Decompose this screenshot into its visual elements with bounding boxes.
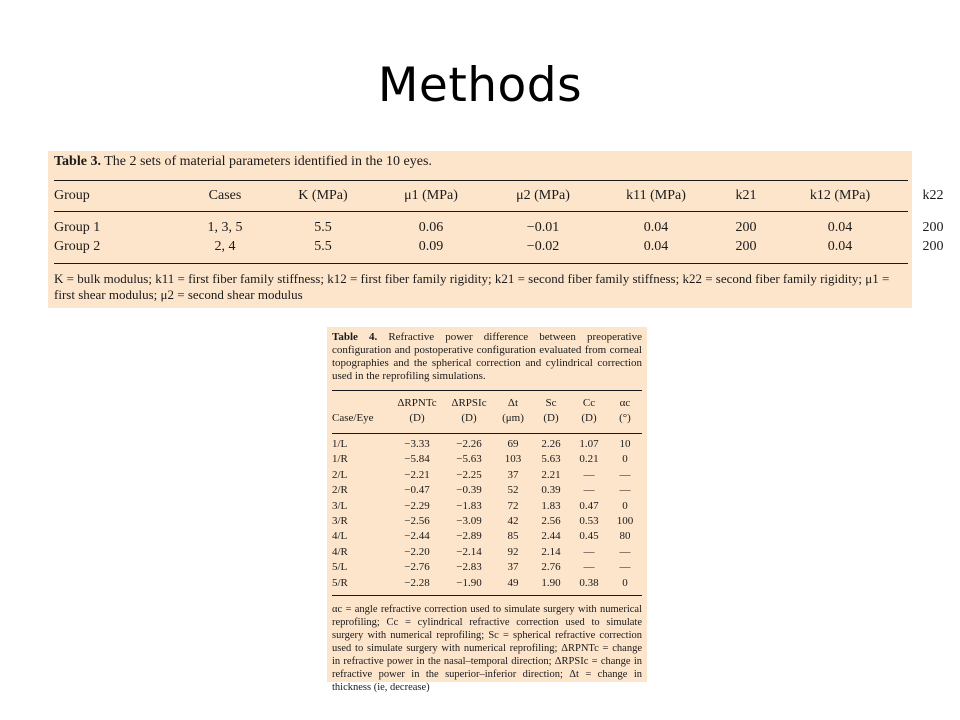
table-4-cell: 1/R <box>332 453 348 466</box>
table-4-cell: 0.45 <box>579 530 599 543</box>
table-4-cell: 52 <box>507 484 519 497</box>
table-3-cell: −0.02 <box>526 239 560 254</box>
table-3-caption <box>54 154 432 170</box>
table-4-cell: 37 <box>507 468 519 481</box>
table-4-cell: 42 <box>507 515 519 527</box>
table-3-cell: 0.04 <box>827 239 853 254</box>
table-4-cell: 0.21 <box>579 453 599 466</box>
table-4-cell: 69 <box>507 438 519 450</box>
table-3-header-cell: μ1 (MPa) <box>404 188 458 203</box>
table-3-cell: 2, 4 <box>214 239 236 254</box>
table-4-cell: 2/R <box>332 484 348 497</box>
table-3-header-cell: k22 <box>922 188 944 203</box>
table-4-cell: 1/L <box>332 438 348 450</box>
table-4-header-cell: ΔRPSIc <box>451 397 487 409</box>
table-3-label: Table 3. <box>54 154 101 169</box>
table-4-header-cell: αc <box>619 397 631 409</box>
table-4-cell: 10 <box>619 438 631 450</box>
table-4-cell: 80 <box>619 530 631 543</box>
table-4-cell: −2.76 <box>404 561 430 574</box>
table-4-cell: 4/R <box>332 545 348 558</box>
table-3-cell: 0.04 <box>827 220 853 235</box>
table-4-header-cell: ΔRPNTc <box>397 397 437 409</box>
table-4-cell: −0.39 <box>456 484 482 497</box>
table-4-header-rule <box>332 433 642 434</box>
table-3-cell: 0.06 <box>418 220 444 235</box>
table-4-cell: 3/R <box>332 515 348 527</box>
table-4-cell: −2.89 <box>456 530 482 543</box>
table-4-header-unit: (°) <box>619 412 631 424</box>
table-4-cell: — <box>583 545 595 558</box>
table-4-bottom-rule <box>332 595 642 596</box>
table-4-panel <box>327 327 647 693</box>
table-4-cell: 3/L <box>332 499 348 512</box>
table-4-cell: 5.63 <box>541 453 561 466</box>
table-4-cell: 1.90 <box>541 576 561 589</box>
table-4-cell: — <box>583 468 595 481</box>
table-4-cell: 5/R <box>332 576 348 589</box>
table-3-bottom-rule <box>54 263 908 264</box>
table-4-cell: — <box>619 484 631 497</box>
table-4-cell: 2.14 <box>541 545 561 558</box>
table-4-cell: −2.44 <box>404 530 430 543</box>
table-4-cell: −2.21 <box>404 468 430 481</box>
table-4-cell: 1.83 <box>541 499 561 512</box>
table-3-header-cell: μ2 (MPa) <box>516 188 570 203</box>
table-3-caption-text: The 2 sets of material parameters identified in the 10 eyes. <box>104 154 432 169</box>
table-4-label: Table 4. <box>332 331 378 343</box>
table-3-header-cell: k12 (MPa) <box>809 188 871 203</box>
table-3-header-cell: Cases <box>208 188 242 203</box>
table-4-cell: −2.83 <box>456 561 482 574</box>
table-4-header-unit: (D) <box>409 412 425 424</box>
table-3-cell: 200 <box>922 239 944 254</box>
table-3-header-rule <box>54 211 908 212</box>
table-4-caption-text: Refractive power difference between preoperative configuration and postoperative configuration evaluated from corneal topographies and the spherical correction and cylindrical correction used in the reprofiling simulations. <box>332 331 642 382</box>
table-4-cell: — <box>619 561 631 574</box>
table-3-top-rule <box>54 180 908 181</box>
table-4-cell: 92 <box>507 545 519 558</box>
slide-title: Methods <box>377 58 583 113</box>
table-4-cell: 2.21 <box>541 468 561 481</box>
table-4-cell: 2/L <box>332 468 348 481</box>
table-3-header-cell: k21 <box>735 188 757 203</box>
table-3-cell: 0.04 <box>643 220 669 235</box>
table-3-header-cell: K (MPa) <box>298 188 348 203</box>
table-4-cell: −2.25 <box>456 468 482 481</box>
table-4-cell: −2.20 <box>404 545 430 558</box>
table-4-caption <box>332 331 642 383</box>
table-4-cell: −3.09 <box>456 515 482 527</box>
table-4-cell: 0 <box>622 453 628 466</box>
table-3-footnote: K = bulk modulus; k11 = first fiber family stiffness; k12 = first fiber family rigidity; k21 = second fiber family stiffness; k22 = second fiber family rigidity; μ1 = first shear modulus; μ2 = second shear modulus <box>54 271 890 302</box>
table-4-header-cell: Case/Eye <box>332 412 374 424</box>
table-3-cell: 0.04 <box>643 239 669 254</box>
table-4-cell: −2.26 <box>456 438 482 450</box>
table-3-cell: Group 2 <box>54 239 101 254</box>
table-4-cell: 0.38 <box>579 576 599 589</box>
table-4-cell: 0.53 <box>579 515 599 527</box>
table-4-header-unit: (D) <box>461 412 477 424</box>
table-4-cell: 0.39 <box>541 484 561 497</box>
table-4-cell: 103 <box>504 453 522 466</box>
table-3-cell: Group 1 <box>54 220 101 235</box>
table-4-cell: 2.26 <box>541 438 561 450</box>
table-3-cell: 5.5 <box>314 220 332 235</box>
table-4-cell: −2.14 <box>456 545 482 558</box>
table-4-header-cell: Cc <box>582 397 596 409</box>
table-4-cell: 5/L <box>332 561 348 574</box>
table-4-cell: — <box>583 561 595 574</box>
table-4-cell: −1.83 <box>456 499 482 512</box>
table-4-top-rule <box>332 390 642 391</box>
table-3-cell: 0.09 <box>418 239 444 254</box>
table-4-cell: 0 <box>622 576 628 589</box>
table-4-cell: 4/L <box>332 530 348 543</box>
table-4-cell: 2.44 <box>541 530 561 543</box>
table-3-header-cell: k11 (MPa) <box>626 188 686 203</box>
table-4-header-unit: (D) <box>543 412 559 424</box>
table-3-header-cell: Group <box>54 188 90 203</box>
table-4-cell: 100 <box>616 515 634 527</box>
table-4-cell: −0.47 <box>404 484 430 497</box>
table-4-cell: 0 <box>622 499 628 512</box>
table-4-cell: −1.90 <box>456 576 482 589</box>
table-4-cell: −5.63 <box>456 453 482 466</box>
table-4-cell: −3.33 <box>404 438 430 450</box>
table-4-cell: −2.28 <box>404 576 430 589</box>
table-4-cell: 37 <box>507 561 519 574</box>
table-3-cell: 200 <box>922 220 944 235</box>
table-4-cell: −5.84 <box>404 453 430 466</box>
table-4-cell: −2.29 <box>404 499 430 512</box>
table-4-cell: 2.76 <box>541 561 561 574</box>
table-3-cell: −0.01 <box>526 220 560 235</box>
table-4-header-unit: (D) <box>581 412 597 424</box>
table-4-cell: — <box>619 468 631 481</box>
table-4-cell: 85 <box>507 530 519 543</box>
table-4-cell: 2.56 <box>541 515 561 527</box>
table-4-cell: 49 <box>507 576 519 589</box>
table-3-cell: 1, 3, 5 <box>207 220 243 235</box>
table-3-cell: 200 <box>735 220 757 235</box>
table-4-footnote: αc = angle refractive correction used to simulate surgery with numerical reprofiling; Cc = cylindrical refractive correction used to simulate surgery with numerical reprofiling; Sc = spherical refractive correction used to simulate surgery with numerical reprofiling; ΔRPNTc = change in refractive power in the nasal–temporal direction; ΔRPSIc = change in refractive power in the superior–inferior direction; Δt = change in thickness (ie, decrease) <box>332 604 642 693</box>
table-3-cell: 200 <box>735 239 757 254</box>
table-3-cell: 5.5 <box>314 239 332 254</box>
table-4-cell: −2.56 <box>404 515 430 527</box>
table-4-cell: — <box>619 545 631 558</box>
table-4-cell: 72 <box>507 499 519 512</box>
table-4-header-unit: (μm) <box>502 412 524 424</box>
table-4-header-cell: Sc <box>545 397 557 409</box>
table-4-cell: — <box>583 484 595 497</box>
table-4-header-cell: Δt <box>507 397 519 409</box>
table-4-cell: 0.47 <box>579 499 599 512</box>
table-3-panel <box>48 151 944 308</box>
table-4-cell: 1.07 <box>579 438 599 450</box>
